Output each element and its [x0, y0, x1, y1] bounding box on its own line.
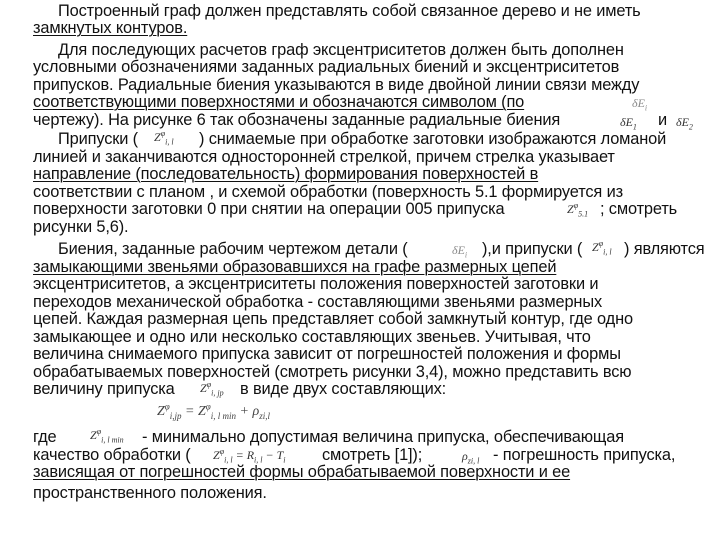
z-il-symbol: $Z^\varphi_{i, l}$ — [592, 239, 612, 257]
text-line: поверхности заготовки 0 при снятии на операции 005 припуска — [33, 200, 505, 218]
text-line: соответствии с планом , и схемой обработки (поверхность 5.1 формируется из — [33, 183, 623, 201]
text-line: смотреть [1]); — [322, 446, 423, 464]
text-line: ),и припуски ( — [482, 240, 583, 258]
rho-zil-symbol: $\rho_{zi, l}$ — [462, 449, 480, 466]
text-line: где — [33, 428, 57, 446]
text-line: обрабатываемых поверхностей (смотреть рисунки 3,4), можно представить всю — [33, 363, 632, 381]
text-line: соответствующими поверхностями и обозначаются символом (по — [33, 93, 525, 111]
text-line: качество обработки ( — [33, 446, 191, 464]
text-line: эксцентриситетов, а эксцентриситеты положения поверхностей заготовки и — [33, 275, 599, 293]
text-line: Припуски ( — [58, 130, 138, 148]
z-ijp-symbol: $Z^\varphi_{i, jp}$ — [200, 380, 224, 398]
text-line: замыкающее и одно или несколько составляющих звеньев. Учитывая, что — [33, 328, 591, 346]
text-line: линией и заканчиваются односторонней стрелкой, причем стрелка указывает — [33, 148, 615, 166]
text-line: пространственного положения. — [33, 484, 267, 502]
delta-e-i-symbol: $\delta E_i$ — [452, 243, 468, 260]
text-line: условными обозначениями заданных радиальных биений и эксцентриситетов — [33, 58, 620, 76]
text-line: направление (последовательность) формирования поверхностей в — [33, 165, 539, 183]
text-line: Построенный граф должен представлять собой связанное дерево и не иметь — [58, 2, 641, 20]
z-ilmin-symbol: $Z^\varphi_{i, l min}$ — [90, 427, 124, 445]
text-line: чертежу). На рисунке 6 так обозначены заданные радиальные биения — [33, 111, 561, 129]
text-line: припусков. Радиальные биения указываются в виде двойной линии связи между — [33, 76, 640, 94]
delta-e1-symbol: $\delta E_1$ — [620, 115, 637, 132]
text-line: Для последующих расчетов граф эксцентриситетов должен быть дополнен — [58, 41, 624, 59]
z-eq-r-minus-t-symbol: $Z^\varphi_{i, l} = R_{i, l} - T_i$ — [213, 447, 286, 465]
text-line: переходов механической обработка - составляющими звеньями размерных — [33, 293, 603, 311]
text-line: замкнутых контуров. — [33, 19, 188, 37]
text-line: ) снимаемые при обработке заготовки изображаются ломаной — [199, 130, 667, 148]
text-line: - погрешность припуска, — [493, 446, 676, 464]
text-line: замыкающими звеньями образовавшихся на графе размерных цепей — [33, 258, 557, 276]
text-line: величина снимаемого припуска зависит от погрешностей положения и формы — [33, 345, 621, 363]
allowance-formula: $Z^\varphi_{i,jp} = Z^\varphi_{i, l min} + \rho_{zi,l}$ — [157, 401, 270, 421]
text-line: рисунки 5,6). — [33, 218, 129, 236]
text-line: ) являются — [624, 240, 705, 258]
z-il-symbol: $Z^\varphi_{i, l}$ — [154, 129, 174, 147]
delta-e2-symbol: $\delta E_2$ — [676, 115, 693, 132]
text-line: - минимально допустимая величина припуска, обеспечивающая — [142, 428, 624, 446]
text-line: в виде двух составляющих: — [240, 380, 447, 398]
text-line: и — [658, 111, 668, 129]
text-line: ; смотреть — [600, 200, 678, 218]
z-51-symbol: $Z^\varphi_{5.1}$ — [567, 201, 589, 219]
text-line: величину припуска — [33, 380, 175, 398]
text-line: Биения, заданные рабочим чертежом детали ( — [58, 240, 408, 258]
delta-e-i-symbol: $\delta E_i$ — [632, 96, 648, 113]
text-line: цепей. Каждая размерная цепь представляет собой замкнутый контур, где одно — [33, 310, 633, 328]
text-line: зависящая от погрешностей формы обрабатываемой поверхности и ее — [33, 463, 571, 481]
